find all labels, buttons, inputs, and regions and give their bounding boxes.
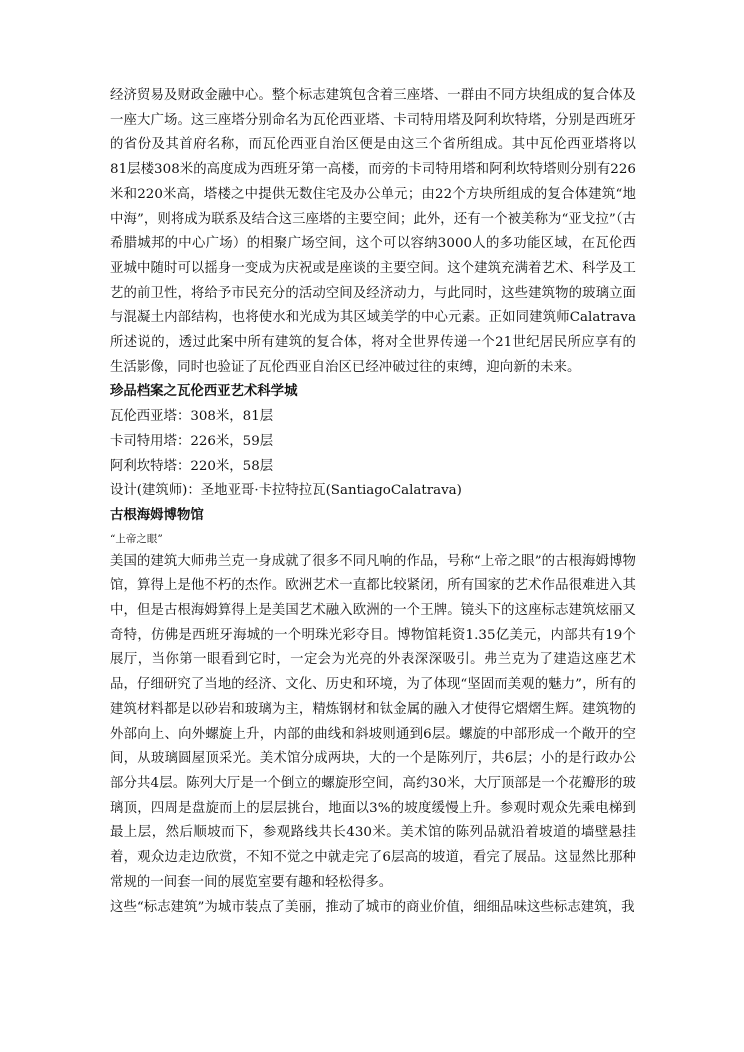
spec-castellon-tower: 卡司特用塔：226米，59层	[110, 433, 274, 449]
spec-architect: 设计(建筑师)：圣地亚哥·卡拉特拉瓦(SantiagoCalatrava)	[110, 483, 462, 499]
section-heading-valencia: 珍品档案之瓦伦西亚艺术科学城	[110, 384, 298, 400]
guggenheim-paragraph: 美国的建筑大师弗兰克一身成就了很多不同凡响的作品，号称“上帝之眼”的古根海姆博物馆，算得上是他不朽的杰作。欧洲艺术一直都比较紧闭，所有国家的艺术作品很难进入其中，但是古根海姆算得上是美国艺术融入欧洲的一个王牌。镜头下的这座标志建筑炫丽又奇特，仿佛是西班牙海城的一个明珠光彩夺目。博物馆耗资1.35亿美元，内部共有19个展厅，当你第一眼看到它时，一定会为光亮的外表深深吸引。弗兰克为了建造这座艺术品，仔细研究了当地的经济、文化、历史和环境，为了体现“坚固而美观的魅力”，所有的建筑材料都是以砂岩和玻璃为主，精炼钢材和钛金属的融入才使得它熠熠生辉。建筑物的外部向上、向外螺旋上升，内部的曲线和斜坡则通到6层。螺旋的中部形成一个敞开的空间，从玻璃圆屋顶采光。美术馆分成两块，大的一个是陈列厅，共6层；小的是行政办公部分共4层。陈列大厅是一个倒立的螺旋形空间，高约30米，大厅顶部是一个花瓣形的玻璃顶，四周是盘旋而上的层层挑台，地面以3%的坡度缓慢上升。参观时观众先乘电梯到最上层，然后顺坡而下，参观路线共长430米。美术馆的陈列品就沿着坡道的墙壁悬挂着，观众边走边欣赏，不知不觉之中就走完了6层高的坡道，看完了展品。这显然比那种常规的一间套一间的展览室要有趣和轻松得多。	[110, 553, 636, 890]
spec-alicante-tower: 阿利坎特塔：220米，58层	[110, 458, 274, 474]
section-heading-guggenheim: 古根海姆博物馆	[110, 507, 204, 523]
closing-paragraph: 这些“标志建筑”为城市装点了美丽，推动了城市的商业价值，细细品味这些标志建筑，我	[110, 899, 635, 915]
intro-paragraph: 经济贸易及财政金融中心。整个标志建筑包含着三座塔、一群由不同方块组成的复合体及一座大广场。这三座塔分别命名为瓦伦西亚塔、卡司特用塔及阿利坎特塔，分别是西班牙的省份及其首府名称，而瓦伦西亚自治区便是由这三个省所组成。其中瓦伦西亚塔将以81层楼308米的高度成为西班牙第一高楼，而旁的卡司特用塔和阿利坎特塔则分别有226米和220米高，塔楼之中提供无数住宅及办公单元；由22个方块所组成的复合体建筑“地中海”，则将成为联系及结合这三座塔的主要空间；此外，还有一个被美称为“亚戈拉”（古希腊城邦的中心广场）的相聚广场空间，这个可以容纳3000人的多功能区域，在瓦伦西亚城中随时可以摇身一变成为庆祝或是座谈的主要空间。这个建筑充满着艺术、科学及工艺的前卫性，将给予市民充分的活动空间及经济动力，与此同时，这些建筑物的玻璃立面与混凝土内部结构，也将使水和光成为其区域美学的中心元素。正如同建筑师Calatrava所述说的，透过此案中所有建筑的复合体，将对全世界传递一个21世纪居民所应享有的生活影像，同时也验证了瓦伦西亚自治区已经冲破过往的束缚，迎向新的未来。	[110, 88, 636, 375]
spec-valencia-tower: 瓦伦西亚塔：308米，81层	[110, 409, 274, 425]
document-page	[110, 84, 636, 920]
section-caption: “上帝之眼”	[110, 532, 163, 545]
